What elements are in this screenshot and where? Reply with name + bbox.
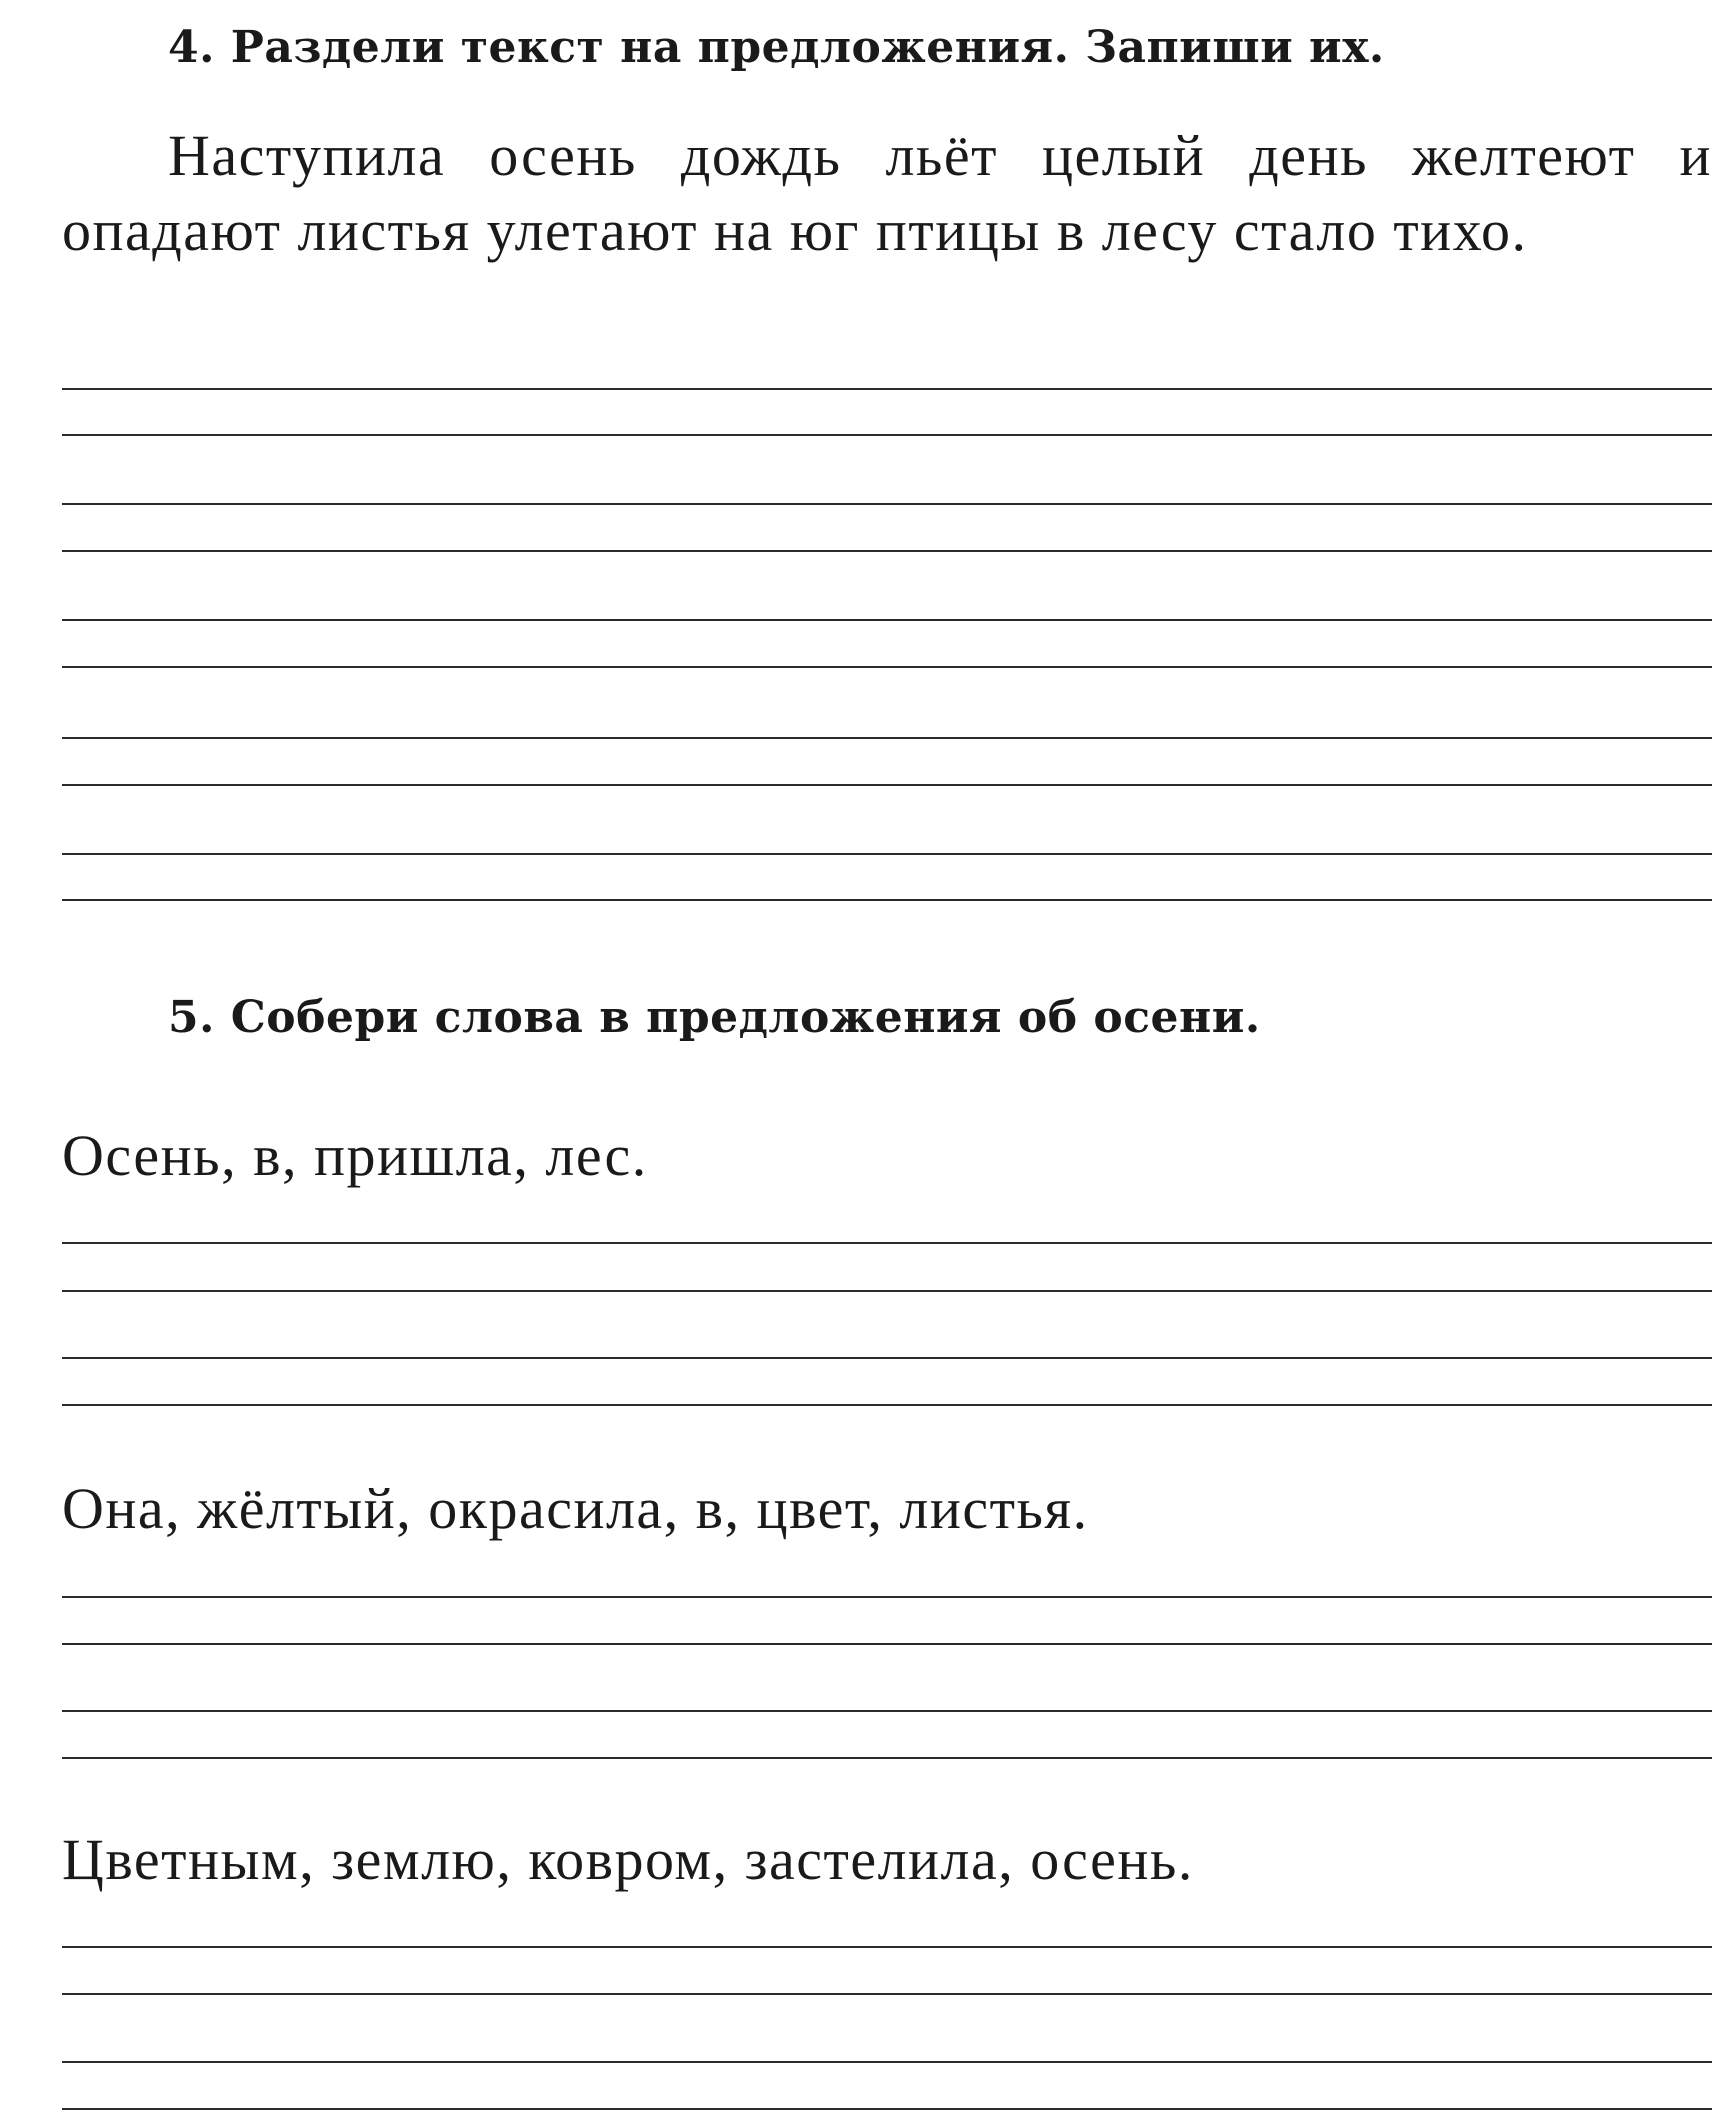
writing-line[interactable] xyxy=(62,1357,1712,1359)
writing-line[interactable] xyxy=(62,666,1712,668)
writing-line[interactable] xyxy=(62,853,1712,855)
writing-line[interactable] xyxy=(62,1946,1712,1948)
task-4-title: 4. Раздели текст на предложения. Запиши их. xyxy=(168,22,1385,73)
writing-line[interactable] xyxy=(62,1710,1712,1712)
task-4-text xyxy=(62,118,1712,268)
writing-line[interactable] xyxy=(62,619,1712,621)
writing-line[interactable] xyxy=(62,784,1712,786)
writing-line[interactable] xyxy=(62,1290,1712,1292)
task-5-title: 5. Собери слова в предложения об осени. xyxy=(168,992,1261,1043)
writing-line[interactable] xyxy=(62,550,1712,552)
task-5-prompt-2: Она, жёлтый, окрасила, в, цвет, листья. xyxy=(62,1476,1089,1541)
writing-line[interactable] xyxy=(62,434,1712,436)
task-4-text-content: Наступила осень дождь льёт целый день желтеют и опадают листья улетают на юг птицы в лесу стало тихо. xyxy=(62,123,1712,263)
writing-line[interactable] xyxy=(62,388,1712,390)
writing-line[interactable] xyxy=(62,1993,1712,1995)
writing-line[interactable] xyxy=(62,2061,1712,2063)
writing-line[interactable] xyxy=(62,503,1712,505)
writing-line[interactable] xyxy=(62,737,1712,739)
writing-line[interactable] xyxy=(62,1757,1712,1759)
writing-line[interactable] xyxy=(62,1596,1712,1598)
task-5-prompt-3: Цветным, землю, ковром, застелила, осень. xyxy=(62,1827,1194,1892)
writing-line[interactable] xyxy=(62,1242,1712,1244)
writing-line[interactable] xyxy=(62,899,1712,901)
writing-line[interactable] xyxy=(62,1404,1712,1406)
writing-line[interactable] xyxy=(62,1643,1712,1645)
task-5-prompt-1: Осень, в, пришла, лес. xyxy=(62,1123,648,1188)
writing-line[interactable] xyxy=(62,2108,1712,2110)
